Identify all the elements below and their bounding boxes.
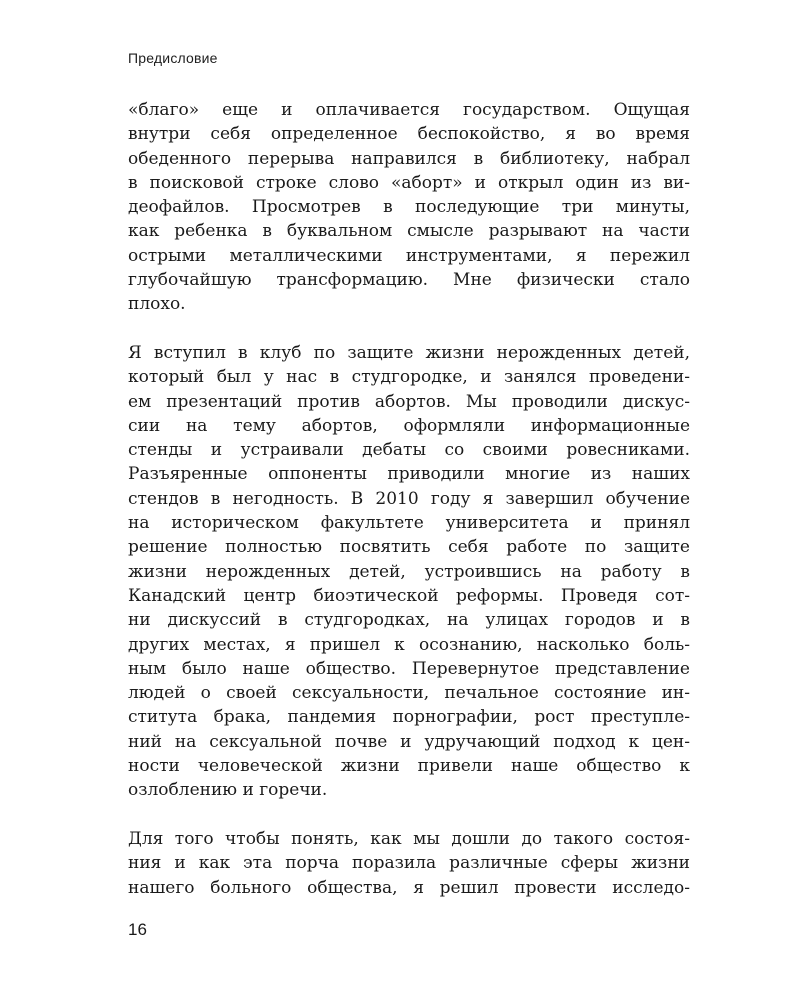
text-line: как ребенка в буквальном смысле разрывают на части (128, 221, 690, 242)
text-line: глубочайшую трансформацию. Мне физически стало (128, 270, 690, 291)
paragraph-3 (128, 827, 690, 900)
text-line: Канадский центр биоэтической реформы. Проведя сот- (128, 585, 690, 606)
text-line: ний на сексуальной почве и удручающий подход к цен- (128, 731, 690, 752)
paragraph-gap (128, 803, 690, 827)
page-number: 16 (128, 920, 147, 939)
text-line: в поисковой строке слово «аборт» и открыл один из ви- (128, 172, 690, 193)
text-line: ния и как эта порча поразила различные сферы жизни (128, 853, 690, 874)
text-line: ем презентаций против абортов. Мы проводили дискус- (128, 391, 690, 412)
text-line: деофайлов. Просмотрев в последующие три минуты, (128, 197, 690, 218)
text-line: нашего больного общества, я решил провести исследо- (128, 877, 690, 898)
text-line: озлоблению и горечи. (128, 780, 328, 801)
text-line: «благо» еще и оплачивается государством. Ощущая (128, 100, 690, 120)
text-line: ности человеческой жизни привели наше общество к (128, 756, 690, 777)
paragraph-2 (128, 341, 690, 803)
text-line: других местах, я пришел к осознанию, насколько боль- (128, 634, 690, 655)
text-line: Разъяренные оппоненты приводили многие из наших (128, 464, 690, 485)
paragraph-1 (128, 98, 690, 317)
text-line: стенды и устраивали дебаты со своими ровесниками. (128, 440, 690, 461)
text-line: сии на тему абортов, оформляли информационные (128, 415, 690, 436)
text-line: Для того чтобы понять, как мы дошли до такого состоя- (128, 828, 690, 849)
text-line: обеденного перерыва направился в библиотеку, набрал (128, 148, 690, 169)
text-line: на историческом факультете университета и принял (128, 513, 690, 534)
text-line: людей о своей сексуальности, печальное состояние ин- (128, 683, 690, 704)
text-line: ным было наше общество. Перевернутое представление (128, 658, 690, 679)
text-line: стендов в негодность. В 2010 году я завершил обучение (128, 488, 690, 509)
text-line: жизни нерожденных детей, устроившись на работу в (128, 561, 690, 582)
text-line: решение полностью посвятить себя работе по защите (128, 537, 690, 558)
text-line: острыми металлическими инструментами, я пережил (128, 245, 690, 266)
paragraph-gap (128, 317, 690, 341)
text-line: внутри себя определенное беспокойство, я во время (128, 124, 690, 145)
text-line: ститута брака, пандемия порнографии, рост преступле- (128, 707, 690, 728)
body-text (128, 98, 690, 900)
text-line: плохо. (128, 294, 186, 315)
text-line: Я вступил в клуб по защите жизни нерожденных детей, (128, 342, 690, 363)
running-header: Предисловие (128, 50, 218, 66)
text-line: который был у нас в студгородке, и занялся проведени- (128, 367, 690, 388)
text-line: ни дискуссий в студгородках, на улицах городов и в (128, 610, 690, 631)
